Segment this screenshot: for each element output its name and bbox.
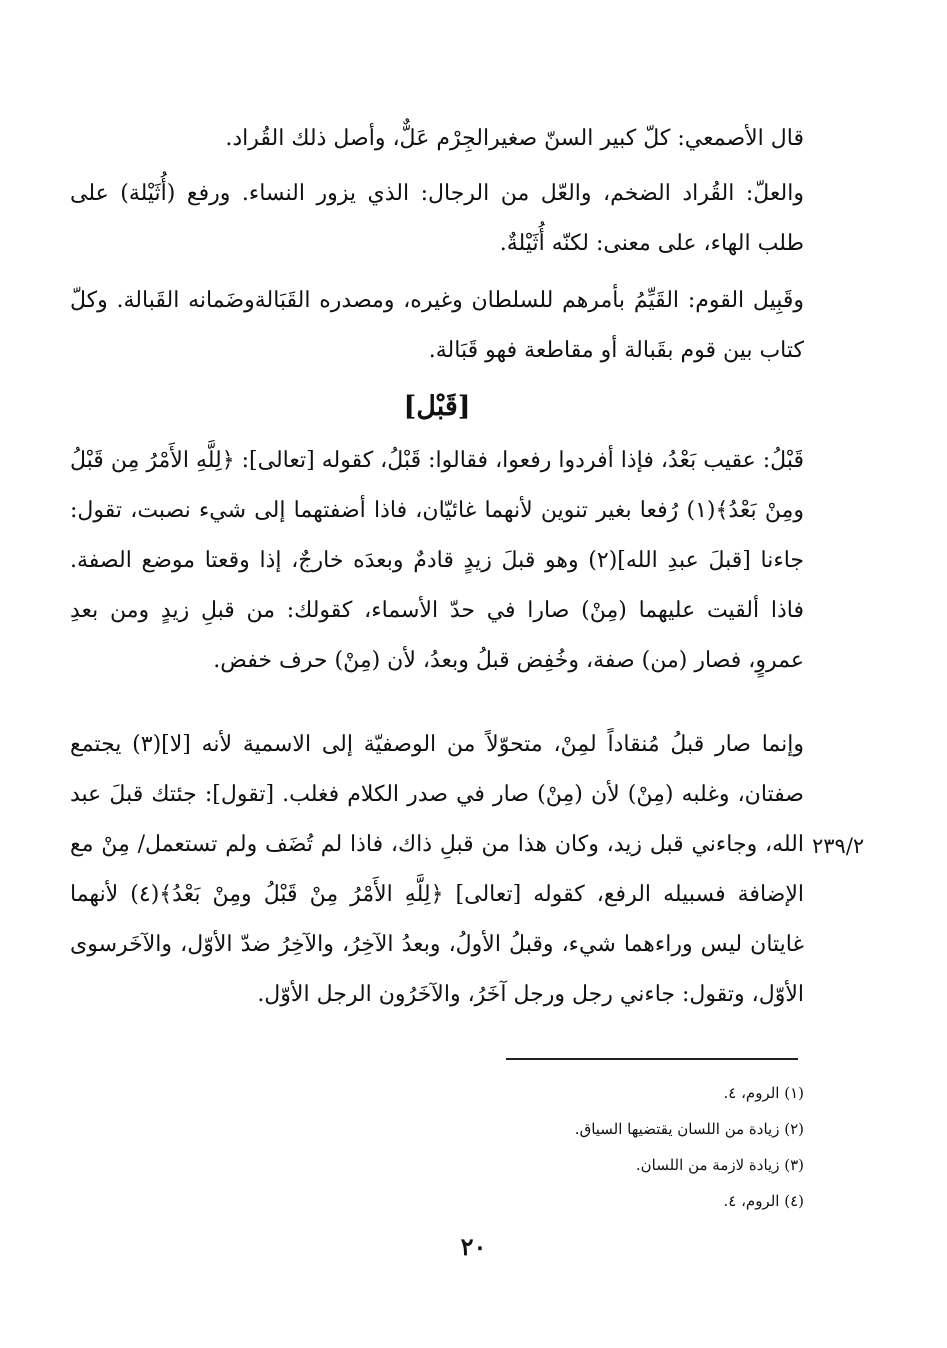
footnote-divider <box>506 1058 798 1060</box>
paragraph-qabil-definition: وقَبِيل القوم: القَيِّمُ بأمرهم للسلطان وغيره، ومصدره القَبَالةوضَمانه القَبالة. وكلّ كتاب بين قوم بقَبالة أو مقاطعة فهو قَبَالة. <box>70 288 804 363</box>
footnote-item: (٣) زيادة لازمة من اللسان. <box>635 1156 804 1174</box>
footnotes-list <box>400 1075 804 1219</box>
footnote-item: (٢) زيادة من اللسان يقتضيها السياق. <box>574 1120 804 1138</box>
paragraph-qabl-main: قَبْلُ: عقيب بَعْدُ، فإذا أفردوا رفعوا، فقالوا: قَبْلُ، كقوله [تعالى]: ﴿لِلَّهِ الأَمْرُ مِن قَبْلُ ومِنْ بَعْدُ﴾(١) رُفعا بغير تنوين لأنهما غائيّان، فاذا أضفتهما إلى شيء نصبت، تقول: جاءنا [قبلَ عبدِ الله](٢) وهو قبلَ زيدٍ قادمٌ وبعدَه خارجٌ، إذا وقعتا موضع الصفة. فاذا ألقيت عليهما (مِنْ) صارا في حدّ الأسماء، كقولك: من قبلِ زيدٍ ومن بعدِ عمروٍ، فصار (من) صفة، وخُفِض قبلُ وبعدُ، لأن (مِنْ) حرف خفض. <box>70 448 805 673</box>
paragraph-asmai-quote: قال الأصمعي: كلّ كبير السنّ صغيرالجِرْم عَلٌّ، وأصل ذلك القُراد. <box>225 126 804 151</box>
page-number: ٢٠ <box>460 1232 487 1261</box>
paragraph-qabl-continuation: وإنما صار قبلُ مُنقاداً لمِنْ، متحوّلاً من الوصفيّة إلى الاسمية لأنه [لا](٣) يجتمع صفتان، وغلبه (مِنْ) لأن (مِنْ) صار في صدر الكلام فغلب. [تقول]: جئتك قبلَ عبد الله، وجاءني قبل زيد، وكان هذا من قبلِ ذاك، فاذا لم تُضَف ولم تستعمل/ مِنْ مع الإضافة فسبيله الرفع، كقوله [تعالى] ﴿لِلَّهِ الأَمْرُ مِنْ قَبْلُ ومِنْ بَعْدُ﴾(٤) لأنهما غايتان ليس وراءهما شيء، وقبلُ الأولُ، وبعدُ الآخِرُ، والآخِرُ ضدّ الأوّل، والآخَرسوى الأوّل، وتقول: جاءني رجل ورجل آخَرُ، والآخَرُون الرجل الأوّل. <box>70 732 804 1007</box>
marginal-volume-page-note: ٢٣٩/٢ <box>812 834 865 858</box>
paragraph-al-ill-definition: والعلّ: القُراد الضخم، والعّل من الرجال: الذي يزور النساء. ورفع (أُثَيْلة) على طلب الهاء، على معنى: لكنّه أُثَيْلةٌ. <box>70 181 804 256</box>
entry-heading: [قَبْل] <box>403 391 471 422</box>
footnote-item: (٤) الروم، ٤. <box>723 1192 804 1210</box>
footnote-item: (١) الروم، ٤. <box>723 1084 804 1102</box>
